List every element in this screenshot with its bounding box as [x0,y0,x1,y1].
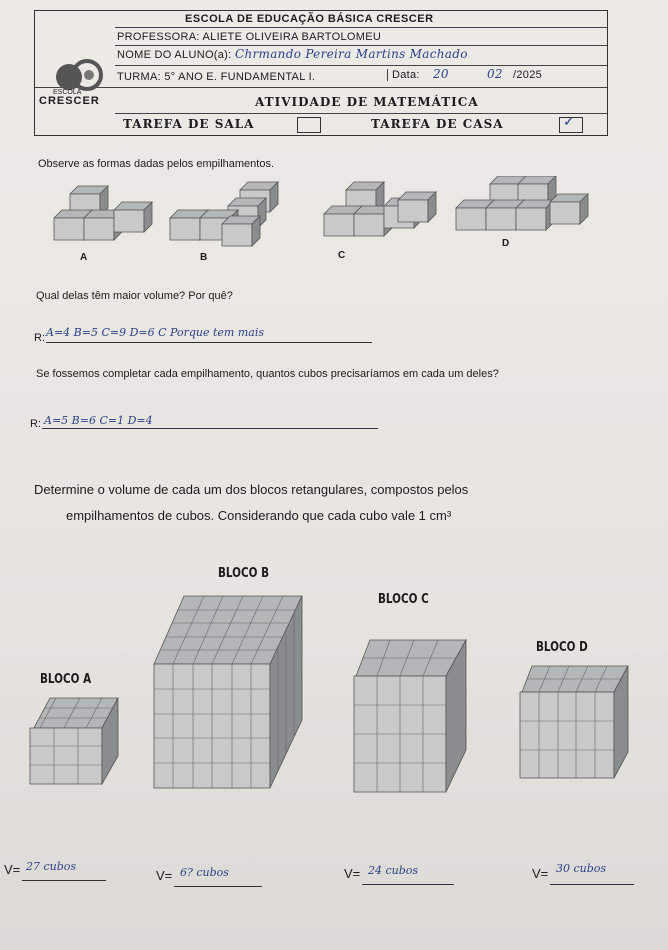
volume-a-line [22,880,106,881]
date-day: 20 [433,67,449,81]
volume-instruction-2: empilhamentos de cubos. Considerando que cada cubo vale 1 cm³ [66,508,452,523]
question-2: Se fossemos completar cada empilhamento, quantos cubos precisaríamos em cada um deles? [36,368,499,380]
volume-c-line [362,884,454,885]
volume-d-line [550,884,634,885]
answer-2-text: A=5 B=6 C=1 D=4 [44,414,153,427]
block-c [354,640,466,792]
answer-1-line [46,342,372,343]
figure-label-b: B [200,252,208,263]
bloco-a-label: BLOCO A [40,672,92,687]
bloco-d-label: BLOCO D [536,640,588,655]
figure-label-c: C [338,250,346,261]
student-label: NOME DO ALUNO(a): [117,49,232,61]
volume-a-answer: 27 cubos [26,860,77,873]
header-box [34,10,608,136]
volume-d-answer: 30 cubos [556,862,607,875]
date-label: Data: [387,69,420,81]
answer-2-label: R: [30,418,41,430]
block-b [154,596,302,788]
bloco-c-label: BLOCO C [378,592,429,607]
school-name: ESCOLA DE EDUCAÇÃO BÁSICA CRESCER [185,13,434,25]
answer-1-text: A=4 B=5 C=9 D=6 C Porque tem mais [46,326,265,339]
volume-instruction-1: Determine o volume de cada um dos blocos retangulares, compostos pelos [34,482,469,497]
date-year: /2025 [513,69,543,81]
volume-c-label: V= [344,866,361,881]
task-class-label: TAREFA DE SALA [123,117,255,131]
stack-figures [40,176,610,254]
question-1: Qual delas têm maior volume? Por quê? [36,290,233,302]
blocks-figure [0,590,668,810]
class-label: TURMA: 5° ANO E. FUNDAMENTAL I. [117,71,316,83]
task-class-checkbox[interactable] [297,117,321,133]
volume-a-label: V= [4,862,21,877]
logo-name: CRESCER [39,95,100,107]
volume-c-answer: 24 cubos [368,864,419,877]
figure-label-d: D [502,238,510,249]
answer-2-line [42,428,378,429]
task-home-label: TAREFA DE CASA [371,117,504,131]
check-mark-icon: ✓ [563,113,575,129]
volume-d-label: V= [532,866,549,881]
block-a [30,698,118,784]
volume-b-label: V= [156,868,173,883]
bloco-b-label: BLOCO B [218,566,270,581]
volume-b-line [174,886,262,887]
activity-title: ATIVIDADE DE MATEMÁTICA [255,95,479,109]
answer-1-label: R: [34,332,45,344]
date-month: 02 [487,67,503,81]
logo-subtext: ESCOLA [53,89,82,96]
intro-text: Observe as formas dadas pelos empilhamentos. [38,158,275,170]
block-d [520,666,628,778]
teacher-name: PROFESSORA: ALIETE OLIVEIRA BARTOLOMEU [117,31,382,43]
volume-b-answer: 6? cubos [180,866,229,879]
student-name: Chrmando Pereira Martins Machado [235,47,468,61]
figure-label-a: A [80,252,88,263]
